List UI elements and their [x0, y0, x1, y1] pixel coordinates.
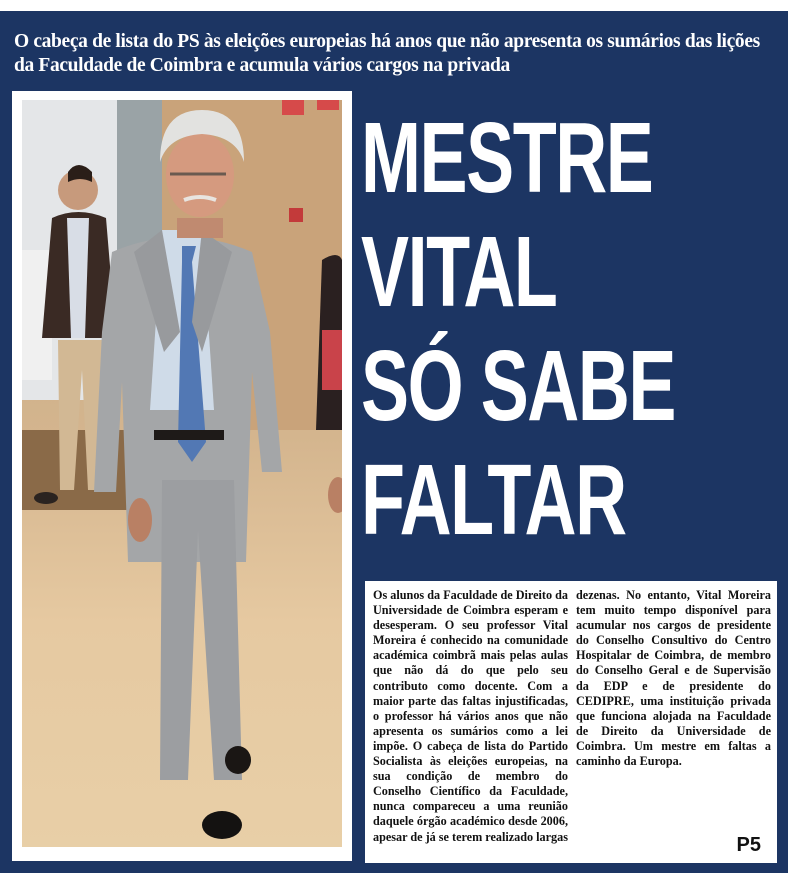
headline-line-4: FALTAR	[361, 444, 626, 556]
man-in-grey-suit-photo	[22, 100, 342, 847]
article-body: Os alunos da Faculdade de Direito da Universidade de Coimbra esperam e desesperam. O seu professor Vital Moreira é conhecido na comunidade académica coimbrã mais pelas aulas que não dá do que pelo seu contributo como docente. Com a maior parte das faltas injustificadas, o professor há vários anos que não apresenta os sumários como a lei impõe. O cabeça de lista do Partido Socialista às eleições europeias, na sua condição de membro do Conselho Científico da Faculdade, nunca compareceu a uma reunião daquele órgão académico desde 2006, apesar de já se terem realizado largas dezenas. No entanto, Vital Moreira tem muito tempo disponível para acumular nos cargos de presidente do Conselho Consultivo do Centro Hospitalar de Coimbra, de membro do Conselho Geral e de Supervisão da EDP e de presidente do CEDIPRE, uma instituição privada que funciona alojada na Faculdade de Direito da Universidade de Coimbra. Um mestre em faltas a caminho da Europa.	[373, 588, 771, 844]
newspaper-page	[0, 11, 788, 873]
headline	[361, 101, 781, 557]
headline-line-1: MESTRE	[361, 102, 653, 214]
page-number: P5	[736, 834, 761, 856]
article-box	[365, 581, 777, 863]
subheadline: O cabeça de lista do PS às eleições europeias há anos que não apresenta os sumários das lições da Faculdade de Coimbra e acumula vários cargos na privada	[14, 31, 760, 76]
article-body-columns	[373, 588, 771, 858]
headline-line-2: VITAL	[361, 216, 557, 328]
headline-line-3: SÓ SABE	[361, 330, 675, 442]
photo-frame	[12, 91, 352, 861]
photo-illustration	[22, 100, 342, 847]
